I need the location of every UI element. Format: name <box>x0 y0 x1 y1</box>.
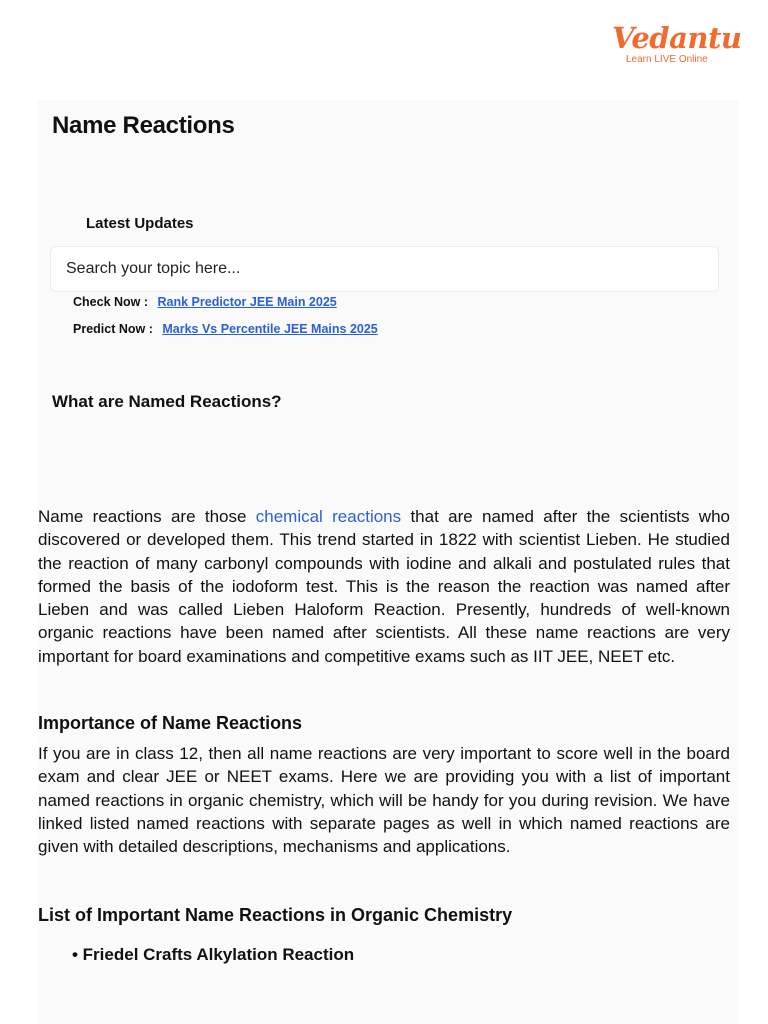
intro-text-rest: that are named after the scientists who discovered or developed them. This trend started in 1822 with scientist Lieben. He studied the reaction of many carbonyl compounds with iodine and alkali and postulated rules that formed the basis of the iodoform test. This is the reason the reaction was named after Lieben and was called Lieben Haloform Reaction. Presently, hundreds of well-known organic reactions have been named after scientists. All these name reactions are very important for board examinations and competitive exams such as IIT JEE, NEET etc. <box>38 507 730 666</box>
latest-updates-label: Latest Updates <box>86 215 194 232</box>
reaction-list <box>72 945 354 965</box>
logo-wordmark: Vedantu <box>612 21 742 55</box>
logo-tagline: Learn LIVE Online <box>626 54 708 65</box>
vedantu-logo[interactable] <box>612 21 742 72</box>
section-heading-list: List of Important Name Reactions in Organic Chemistry <box>38 905 513 925</box>
page-title: Name Reactions <box>52 112 235 139</box>
marks-vs-percentile-link[interactable]: Marks Vs Percentile JEE Mains 2025 <box>162 322 378 336</box>
update-prefix: Check Now : <box>73 295 149 309</box>
section-heading-importance: Importance of Name Reactions <box>38 713 303 733</box>
chemical-reactions-link[interactable]: chemical reactions <box>255 507 402 526</box>
update-item-rank-predictor <box>73 295 337 309</box>
update-prefix: Predict Now : <box>73 322 153 336</box>
search-input[interactable] <box>50 246 719 292</box>
list-item[interactable]: • Friedel Crafts Alkylation Reaction <box>72 945 355 964</box>
importance-paragraph: If you are in class 12, then all name reactions are very important to score well in the board exam and clear JEE or NEET exams. Here we are providing you with a list of important named reactions in organic chemistry, which will be handy for you during revision. We have linked listed named reactions with separate pages as well in which named reactions are given with detailed descriptions, mechanisms and applications. <box>38 744 730 857</box>
update-item-marks-vs-percentile <box>73 322 378 336</box>
section-heading-what: What are Named Reactions? <box>52 392 282 411</box>
intro-paragraph <box>38 505 730 668</box>
intro-text-start: Name reactions are those <box>38 507 256 526</box>
rank-predictor-link[interactable]: Rank Predictor JEE Main 2025 <box>157 295 337 309</box>
